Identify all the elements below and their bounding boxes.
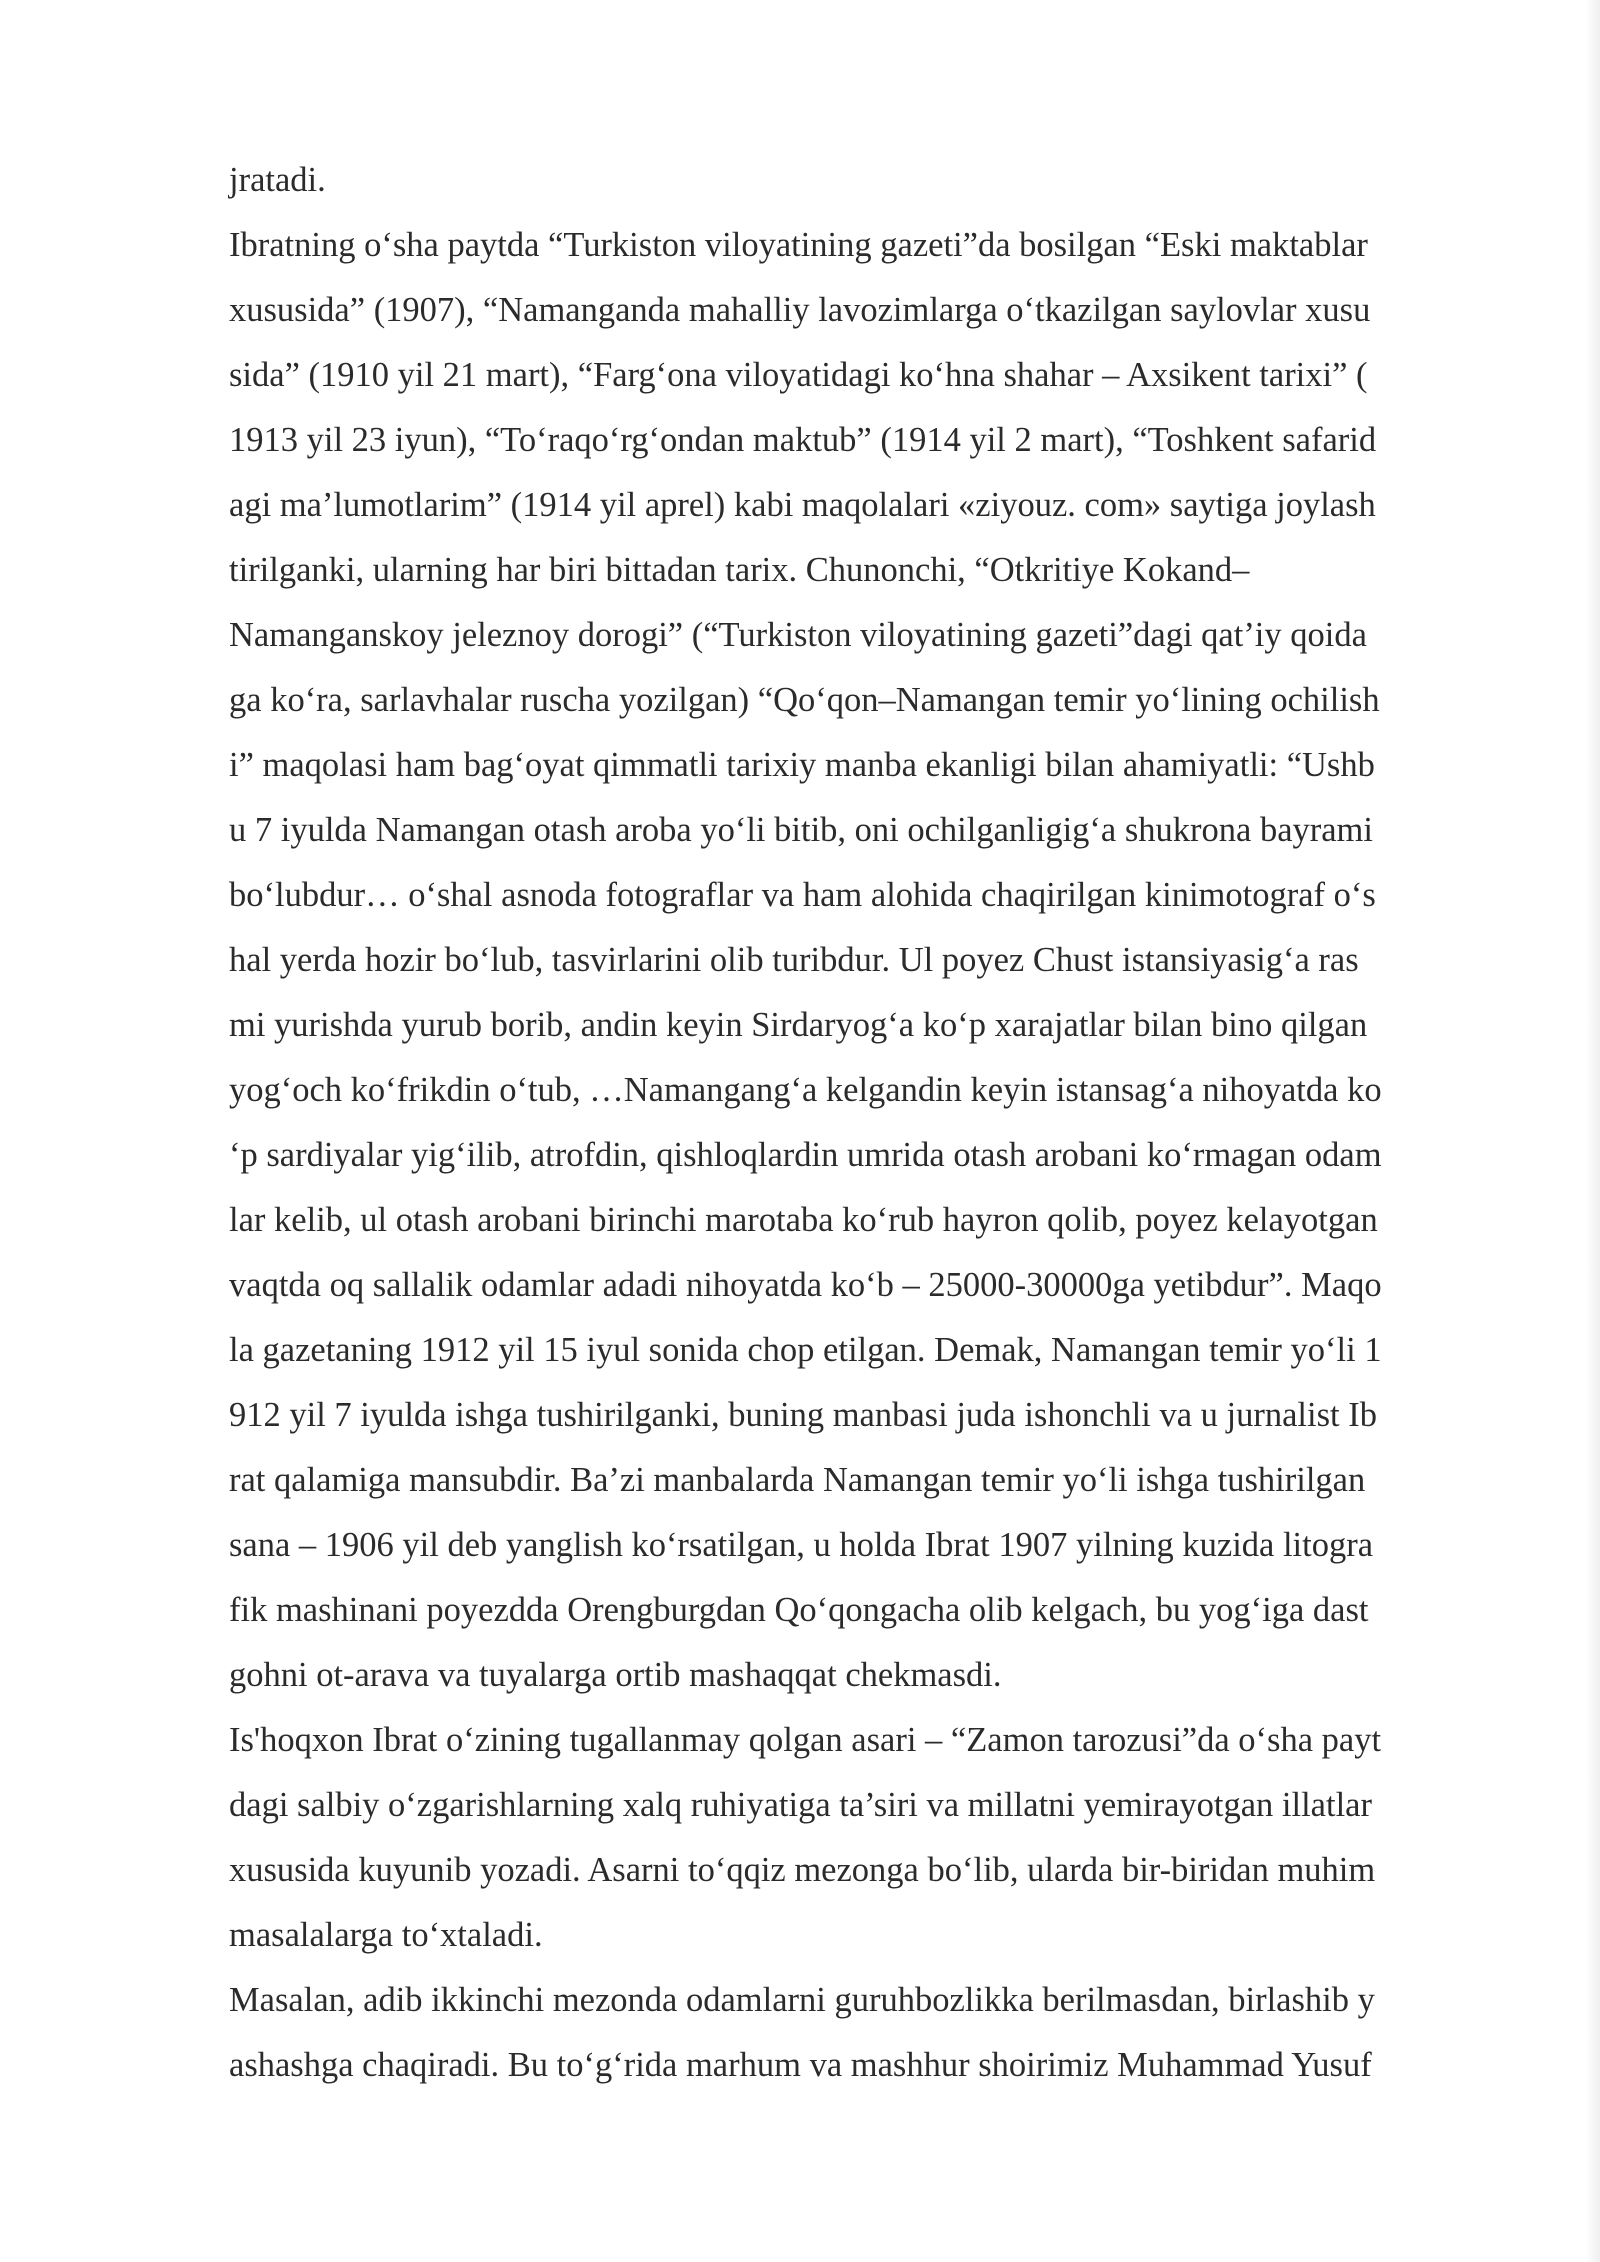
text-line: agi ma’lumotlarim” (1914 yil aprel) kabi maqolalari «ziyouz. com» saytiga joylash xyxy=(229,486,1376,524)
body-text xyxy=(229,148,1489,2098)
text-line: xususida kuyunib yozadi. Asarni to‘qqiz mezonga bo‘lib, ularda bir-biridan muhim xyxy=(229,1851,1376,1889)
text-line: ashashga chaqiradi. Bu to‘g‘rida marhum va mashhur shoirimiz Muhammad Yusuf xyxy=(229,2046,1372,2084)
text-line: xususida” (1907), “Namanganda mahalliy lavozimlarga o‘tkazilgan saylovlar xusu xyxy=(229,291,1371,329)
text-line: sida” (1910 yil 21 mart), “Farg‘ona viloyatidagi ko‘hna shahar – Axsikent tarixi” ( xyxy=(229,356,1368,394)
text-line: Is'hoqxon Ibrat o‘zining tugallanmay qolgan asari – “Zamon tarozusi”da o‘sha payt xyxy=(229,1721,1382,1759)
text-line: 912 yil 7 iyulda ishga tushirilganki, buning manbasi juda ishonchli va u jurnalist Ib xyxy=(229,1396,1377,1434)
text-line: jratadi. xyxy=(229,161,326,199)
text-line: Ibratning o‘sha paytda “Turkiston viloyatining gazeti”da bosilgan “Eski maktablar xyxy=(229,226,1368,264)
text-line: masalalarga to‘xtaladi. xyxy=(229,1916,543,1954)
text-line: sana – 1906 yil deb yanglish ko‘rsatilgan, u holda Ibrat 1907 yilning kuzida litogra xyxy=(229,1526,1374,1564)
text-line: rat qalamiga mansubdir. Ba’zi manbalarda Namangan temir yo‘li ishga tushirilgan xyxy=(229,1461,1366,1499)
text-line: 1913 yil 23 iyun), “To‘raqo‘rg‘ondan maktub” (1914 yil 2 mart), “Toshkent safarid xyxy=(229,421,1377,459)
text-line: dagi salbiy o‘zgarishlarning xalq ruhiyatiga ta’siri va millatni yemirayotgan illatlar xyxy=(229,1786,1372,1824)
text-line: tirilganki, ularning har biri bittadan tarix. Chunonchi, “Otkritiye Kokand– xyxy=(229,551,1250,589)
text-line: gohni ot-arava va tuyalarga ortib mashaqqat chekmasdi. xyxy=(229,1656,1002,1694)
text-line: ga ko‘ra, sarlavhalar ruscha yozilgan) “Qo‘qon–Namangan temir yo‘lining ochilish xyxy=(229,681,1380,719)
text-line: vaqtda oq sallalik odamlar adadi nihoyatda ko‘b – 25000-30000ga yetibdur”. Maqo xyxy=(229,1266,1382,1304)
page-edge-shadow xyxy=(1586,0,1600,2262)
text-line: ‘p sardiyalar yig‘ilib, atrofdin, qishloqlardin umrida otash arobani ko‘rmagan odam xyxy=(229,1136,1382,1174)
text-line: mi yurishda yurub borib, andin keyin Sirdaryog‘a ko‘p xarajatlar bilan bino qilgan xyxy=(229,1006,1368,1044)
text-line: la gazetaning 1912 yil 15 iyul sonida chop etilgan. Demak, Namangan temir yo‘li 1 xyxy=(229,1331,1382,1369)
text-line: bo‘lubdur… o‘shal asnoda fotograflar va ham alohida chaqirilgan kinimotograf o‘s xyxy=(229,876,1376,914)
text-line: i” maqolasi ham bag‘oyat qimmatli tarixiy manba ekanligi bilan ahamiyatli: “Ushb xyxy=(229,746,1375,784)
text-line: fik mashinani poyezdda Orengburgdan Qo‘qongacha olib kelgach, bu yog‘iga dast xyxy=(229,1591,1369,1629)
text-line: Masalan, adib ikkinchi mezonda odamlarni guruhbozlikka berilmasdan, birlashib y xyxy=(229,1981,1375,2019)
text-line: yog‘och ko‘frikdin o‘tub, …Namangang‘a kelgandin keyin istansag‘a nihoyatda ko xyxy=(229,1071,1382,1109)
text-line: Namanganskoy jeleznoy dorogi” (“Turkiston viloyatining gazeti”dagi qat’iy qoida xyxy=(229,616,1367,654)
text-line: lar kelib, ul otash arobani birinchi marotaba ko‘rub hayron qolib, poyez kelayotgan xyxy=(229,1201,1378,1239)
text-line: hal yerda hozir bo‘lub, tasvirlarini olib turibdur. Ul poyez Chust istansiyasig‘a ras xyxy=(229,941,1359,979)
text-line: u 7 iyulda Namangan otash aroba yo‘li bitib, oni ochilganligig‘a shukrona bayrami xyxy=(229,811,1373,849)
